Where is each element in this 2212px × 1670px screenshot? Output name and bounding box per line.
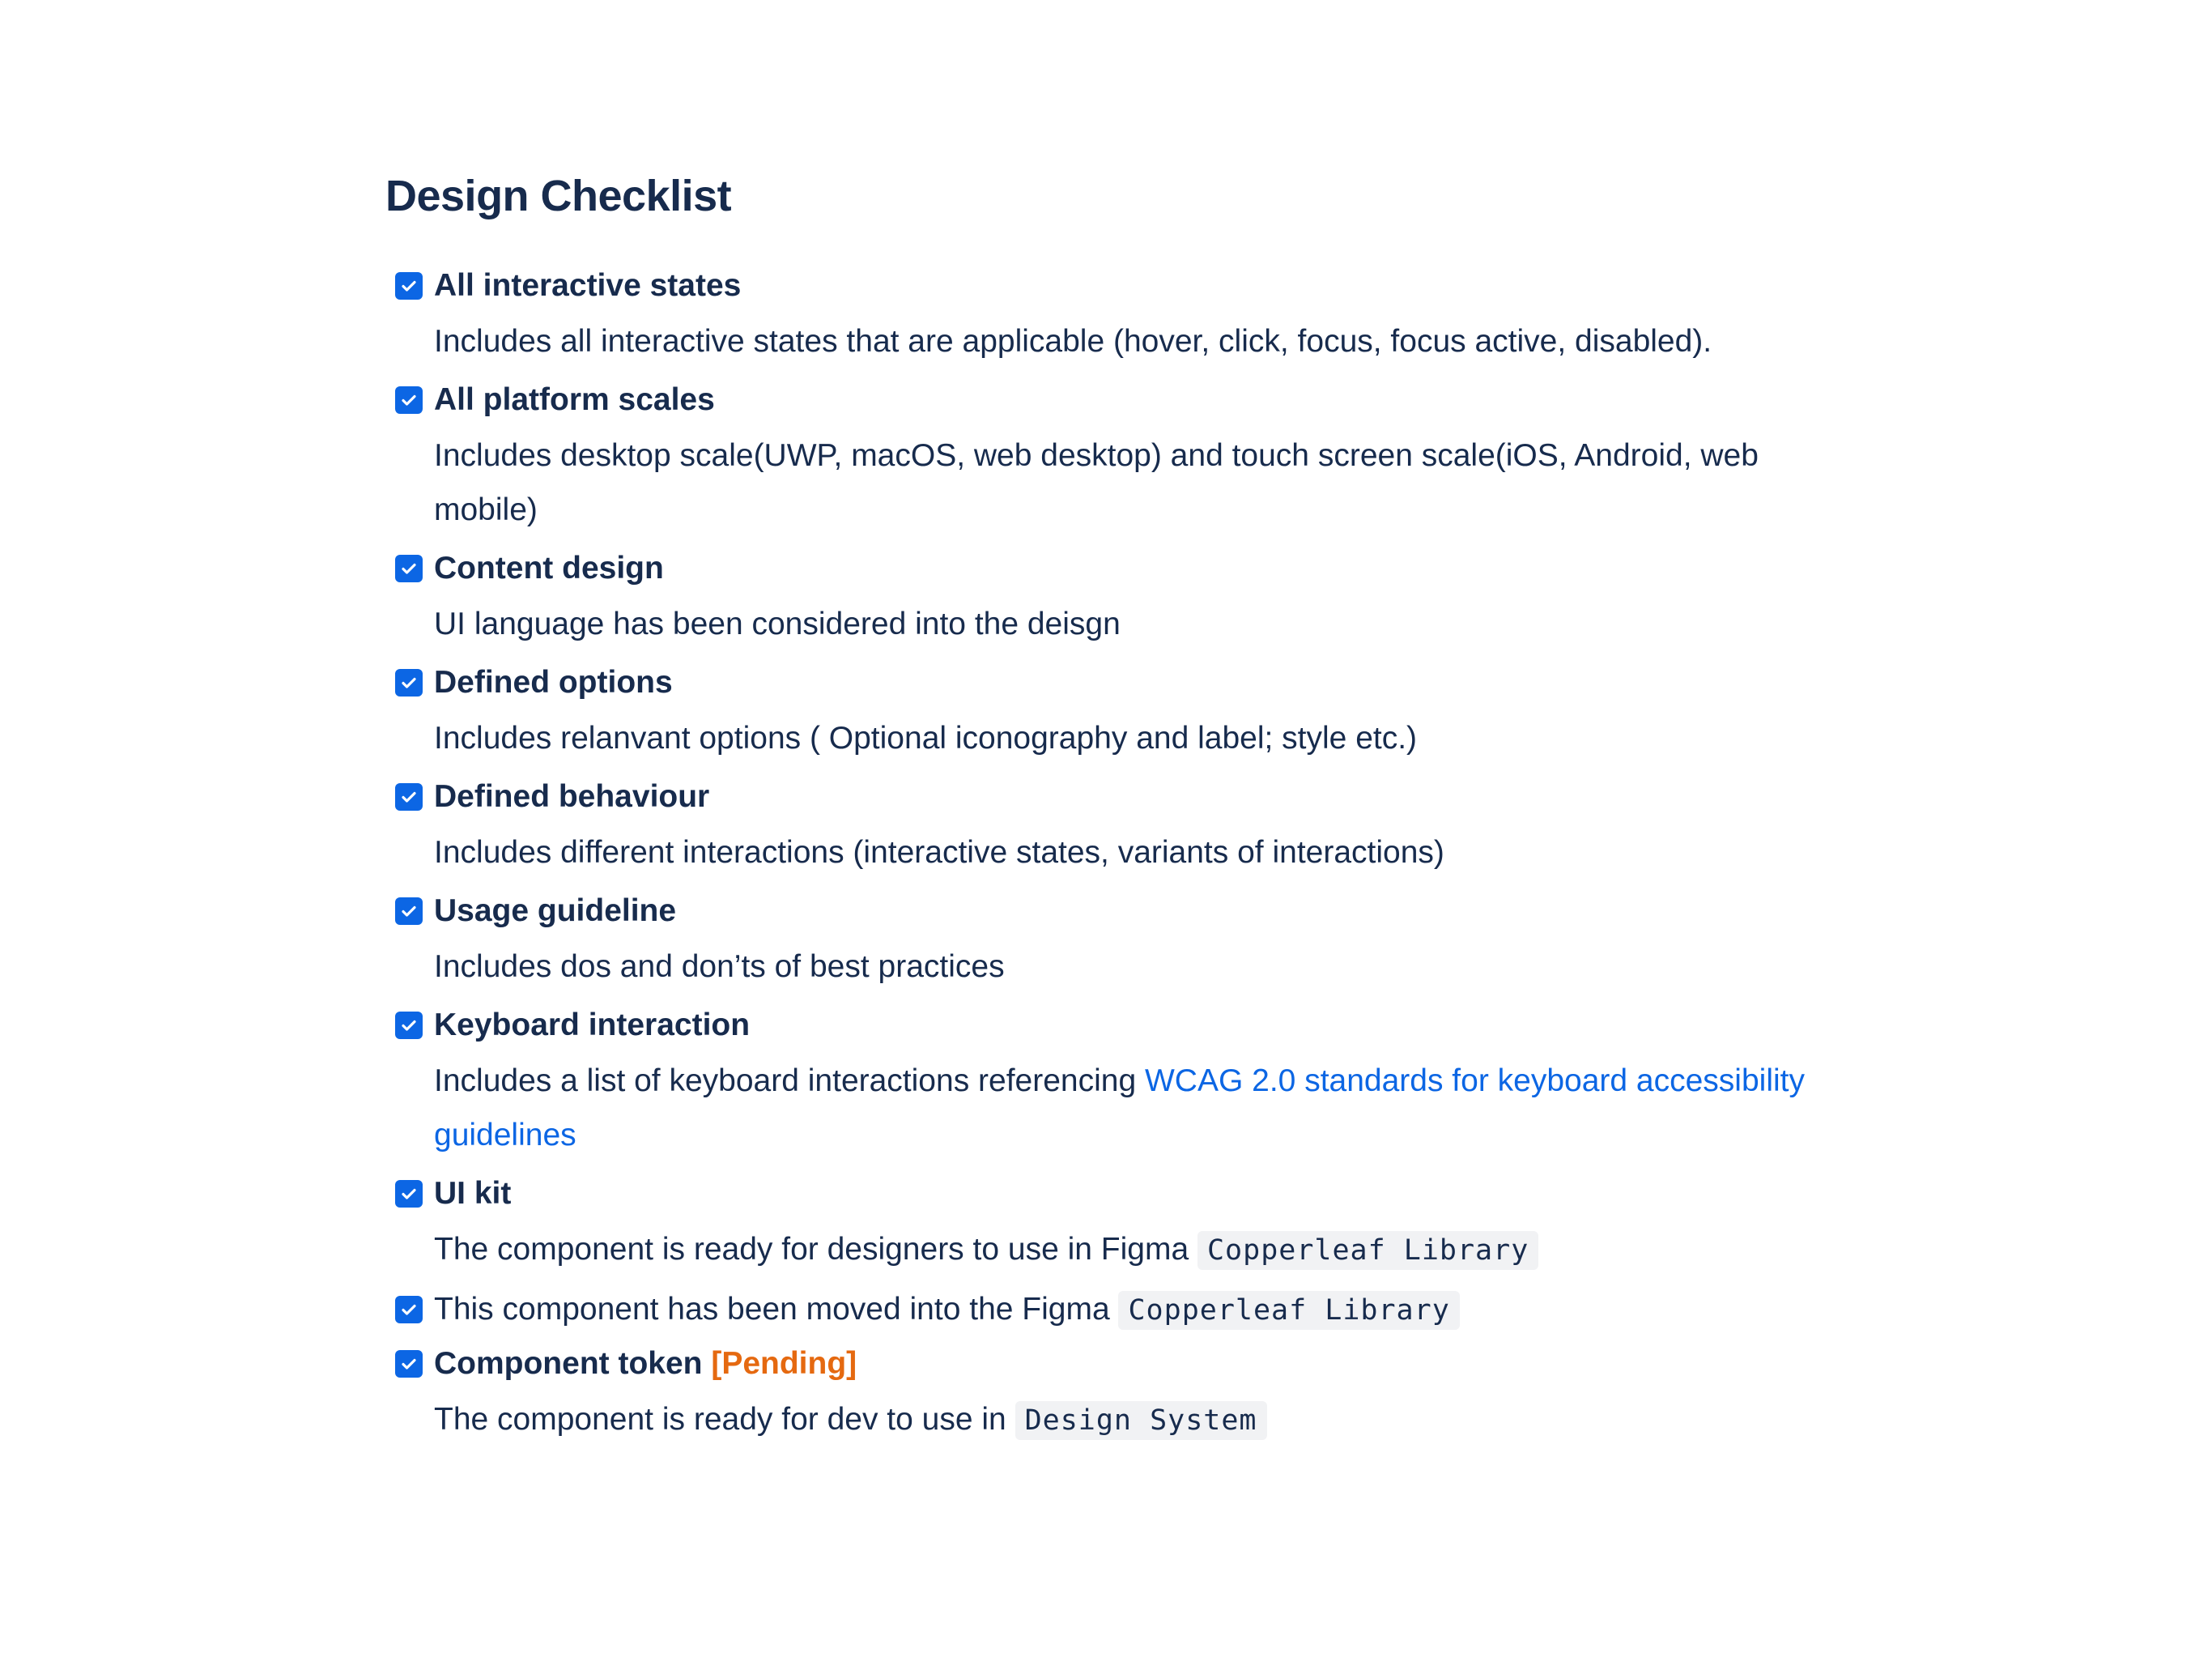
checkmark-icon (399, 673, 419, 692)
checkmark-icon (399, 390, 419, 410)
item-title: All interactive states (434, 268, 742, 303)
page-title: Design Checklist (385, 172, 732, 220)
inline-code: Copperleaf Library (1197, 1231, 1538, 1270)
item-description: Includes dos and don’ts of best practices (434, 949, 1005, 984)
checkmark-icon (399, 1184, 419, 1204)
item-description-text: The component is ready for dev to use in (434, 1402, 1015, 1437)
checkmark-icon (399, 1300, 419, 1319)
checkmark-icon (399, 1354, 419, 1374)
checklist-item (385, 889, 1891, 994)
item-description: Includes desktop scale(UWP, macOS, web desktop) and touch screen scale(iOS, Android, web mobile) (434, 438, 1759, 527)
item-description-text: The component is ready for designers to use in Figma (434, 1232, 1197, 1267)
checklist-item (385, 1342, 1891, 1448)
item-text (434, 1288, 1891, 1332)
checklist-item (385, 1003, 1891, 1162)
checklist-item (385, 1288, 1891, 1332)
item-description: Includes all interactive states that are applicable (hover, click, focus, focus active, disabled). (434, 324, 1712, 359)
item-description: UI language has been considered into the deisgn (434, 607, 1121, 641)
checkmark-icon (399, 1016, 419, 1035)
item-title: All platform scales (434, 382, 715, 417)
item-title (434, 1342, 1891, 1386)
item-text-content: This component has been moved into the Figma (434, 1292, 1119, 1327)
checklist-item (385, 775, 1891, 880)
checkbox-checked[interactable] (395, 1296, 423, 1323)
checkbox-checked[interactable] (395, 669, 423, 697)
item-title: UI kit (434, 1176, 512, 1211)
checkbox-checked[interactable] (395, 1012, 423, 1039)
page-content (385, 162, 1891, 1458)
item-description (434, 1392, 1891, 1448)
checkbox-checked[interactable] (395, 783, 423, 811)
checkmark-icon (399, 787, 419, 807)
item-title: Usage guideline (434, 893, 677, 928)
wcag-standards-link[interactable]: WCAG 2.0 standards for keyboard accessibility guidelines (434, 1063, 1805, 1152)
checkbox-checked[interactable] (395, 897, 423, 925)
item-title-text: Component token (434, 1346, 712, 1381)
item-description: Includes relanvant options ( Optional iconography and label; style etc.) (434, 721, 1418, 756)
checkmark-icon (399, 276, 419, 296)
item-title: Content design (434, 551, 664, 586)
checkbox-checked[interactable] (395, 386, 423, 414)
checklist-item (385, 1172, 1891, 1278)
checkmark-icon (399, 901, 419, 921)
item-title: Defined behaviour (434, 779, 710, 814)
item-title: Keyboard interaction (434, 1008, 751, 1042)
checklist-item (385, 264, 1891, 369)
checkbox-checked[interactable] (395, 272, 423, 300)
checklist-item (385, 661, 1891, 765)
checkbox-checked[interactable] (395, 1180, 423, 1208)
inline-code: Copperleaf Library (1118, 1291, 1459, 1330)
item-description-text: Includes a list of keyboard interactions referencing (434, 1063, 1145, 1098)
checkbox-checked[interactable] (395, 1350, 423, 1378)
checkbox-checked[interactable] (395, 555, 423, 582)
checkmark-icon (399, 559, 419, 578)
inline-code: Design System (1015, 1401, 1267, 1440)
checklist (385, 264, 1891, 1448)
checklist-item (385, 547, 1891, 651)
pending-label: [Pending] (711, 1346, 857, 1381)
item-description (434, 1054, 1859, 1162)
item-title: Defined options (434, 665, 673, 700)
checklist-item (385, 378, 1891, 537)
item-description (434, 1222, 1891, 1278)
item-description: Includes different interactions (interactive states, variants of interactions) (434, 835, 1444, 870)
